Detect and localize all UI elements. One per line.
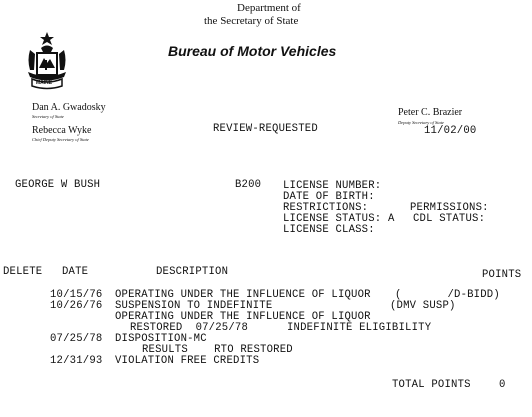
row-description: RESULTS RTO RESTORED: [142, 344, 293, 356]
row-extra: INDEFINITE ELIGIBILITY: [287, 322, 432, 334]
row-extra: ( /D-BIDD): [395, 289, 500, 301]
restrictions-label: RESTRICTIONS:: [283, 202, 369, 214]
date-of-birth-label: DATE OF BIRTH:: [283, 191, 375, 203]
row-description: OPERATING UNDER THE INFLUENCE OF LIQUOR: [115, 311, 371, 323]
official-title: Secretary of State: [32, 114, 64, 119]
row-date: 10/26/76: [50, 300, 103, 312]
official-name: Peter C. Brazier: [398, 107, 463, 118]
license-number-label: LICENSE NUMBER:: [283, 180, 382, 192]
department-line: the Secretary of State: [204, 15, 299, 27]
permissions-label: PERMISSIONS:: [410, 202, 489, 214]
bureau-title: Bureau of Motor Vehicles: [168, 43, 337, 59]
row-date: 12/31/93: [50, 355, 103, 367]
document-date: 11/02/00: [424, 125, 477, 137]
row-description: SUSPENSION TO INDEFINITE: [115, 300, 273, 312]
row-description: OPERATING UNDER THE INFLUENCE OF LIQUOR: [115, 289, 371, 301]
license-status-value: A: [388, 213, 395, 225]
license-status-label: LICENSE STATUS:: [283, 213, 382, 225]
cdl-status-label: CDL STATUS:: [413, 213, 486, 225]
total-points-label: TOTAL POINTS: [392, 379, 471, 391]
column-header-points: POINTS: [482, 269, 522, 281]
license-class-label: LICENSE CLASS:: [283, 224, 375, 236]
seal-banner-text: MAINE: [36, 80, 53, 86]
column-header-date: DATE: [62, 266, 89, 278]
department-line: Department of: [237, 2, 301, 14]
official-title: Chief Deputy Secretary of State: [32, 137, 89, 142]
official-name: Rebecca Wyke: [32, 125, 92, 136]
subject-code: B200: [235, 179, 262, 191]
row-extra: (DMV SUSP): [390, 300, 456, 312]
official-title: Deputy Secretary of State: [398, 120, 444, 125]
total-points-value: 0: [499, 379, 506, 391]
subject-name: GEORGE W BUSH: [15, 179, 101, 191]
row-description: VIOLATION FREE CREDITS: [115, 355, 260, 367]
official-name: Dan A. Gwadosky: [32, 102, 106, 113]
row-date: 07/25/78: [50, 333, 103, 345]
row-date: 10/15/76: [50, 289, 103, 301]
row-description: DISPOSITION-MC: [115, 333, 207, 345]
column-header-delete: DELETE: [3, 266, 43, 278]
row-description: RESTORED 07/25/78: [130, 322, 249, 334]
review-status: REVIEW-REQUESTED: [213, 123, 318, 135]
column-header-description: DESCRIPTION: [156, 266, 229, 278]
